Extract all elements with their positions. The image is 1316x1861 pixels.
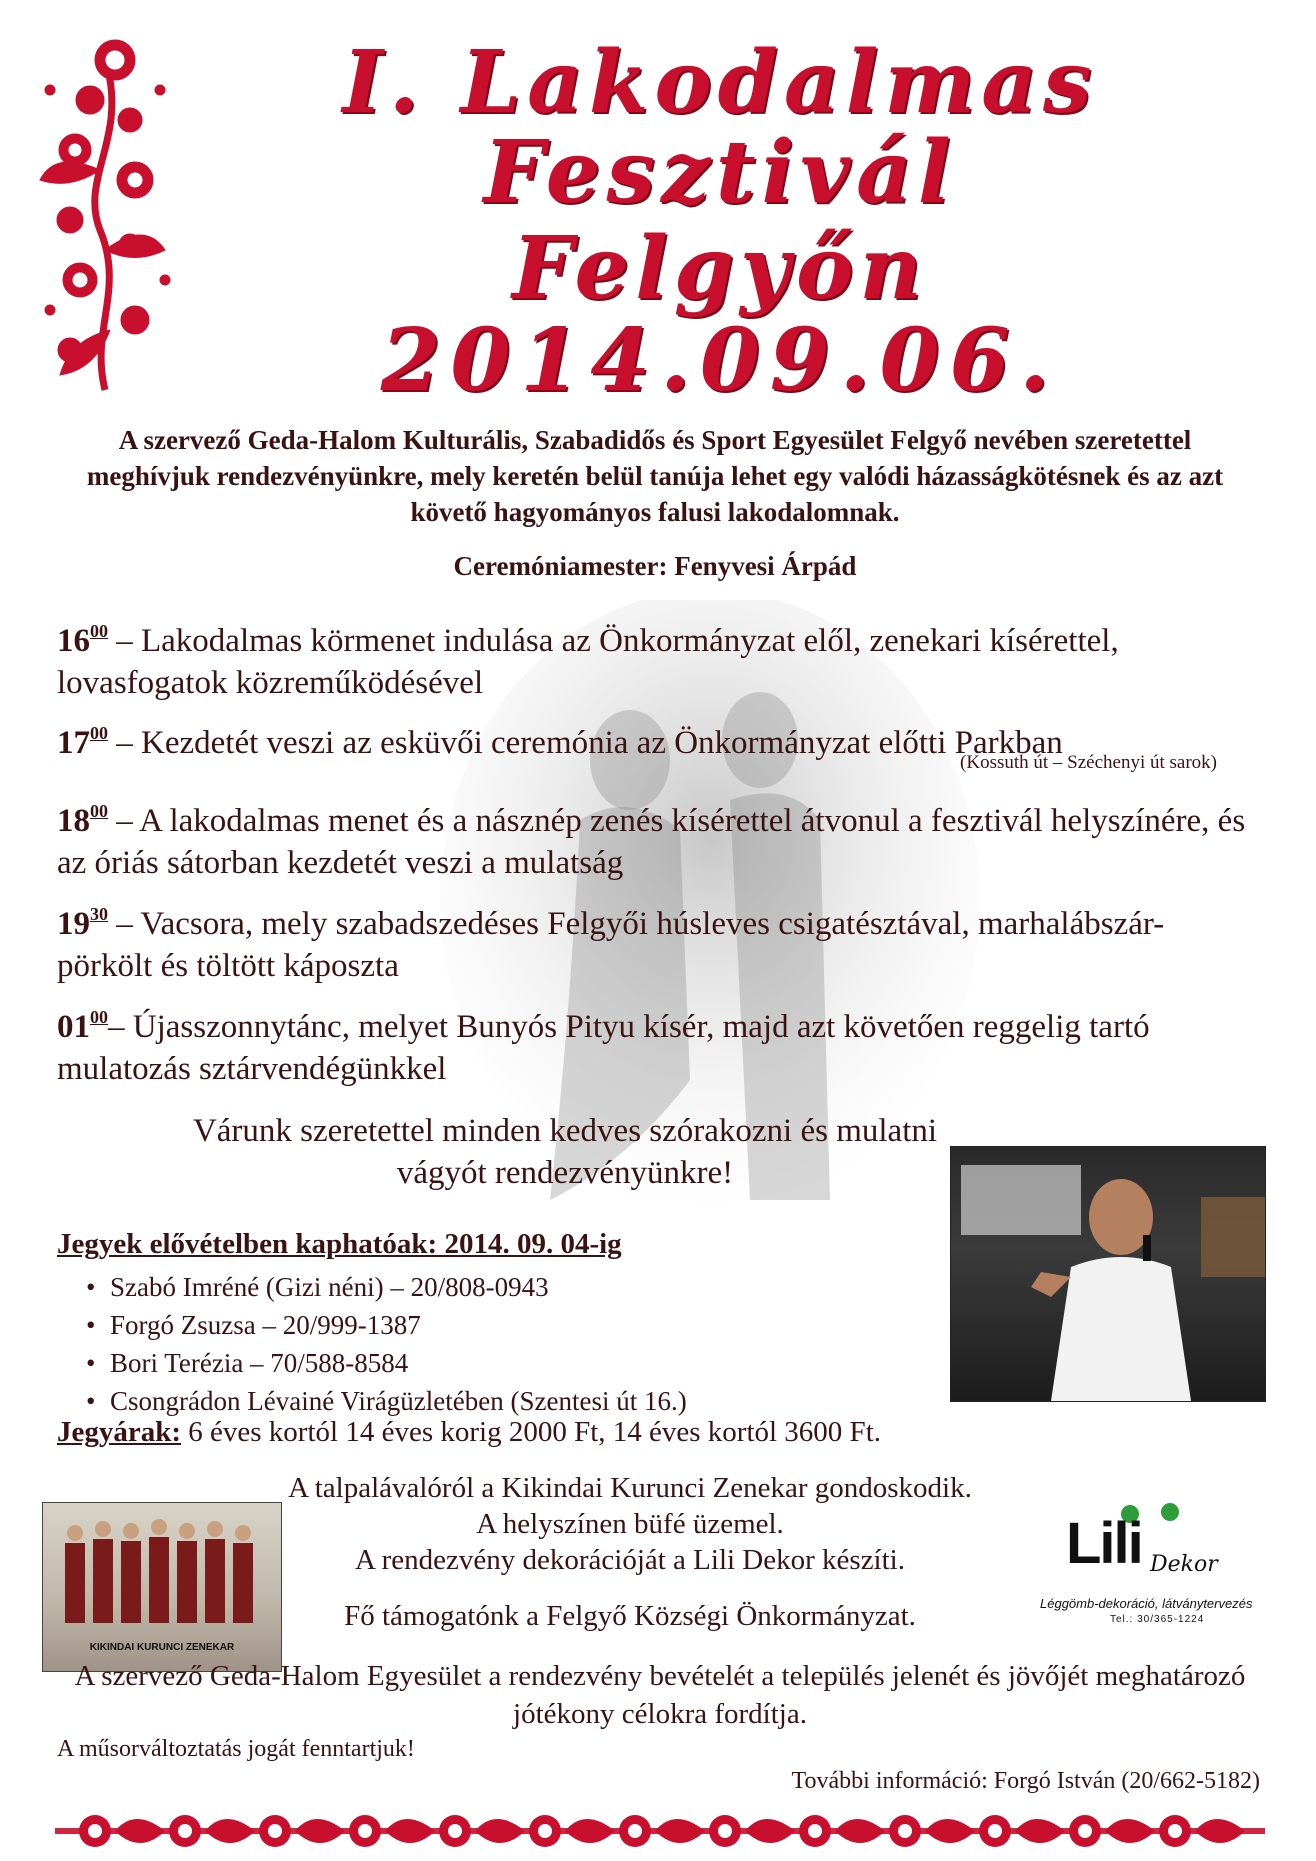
schedule-location-note: (Kossuth út – Széchenyi út sarok) [960, 752, 1217, 773]
info-line: A helyszínen büfé üzemel. [476, 1508, 784, 1540]
ticket-seller: • Szabó Imréné (Gizi néni) – 20/808-0943 [90, 1268, 687, 1306]
folk-ornament-bottom [55, 1806, 1265, 1858]
ticket-prices-text: 6 éves kortól 14 éves korig 2000 Ft, 14 éves kortól 3600 Ft. [181, 1416, 881, 1448]
band-photo-caption: KIKINDAI KURUNCI ZENEKAR [89, 1642, 235, 1653]
schedule-item-4: $19^{30}$ – Vacsora, mely szabadszedéses Felgyői húsleves csigatésztával, marhalábszár-pörkölt és töltött káposzta [57, 904, 1165, 984]
ticket-seller: • Forgó Zsuzsa – 20/999-1387 [90, 1306, 687, 1344]
ticket-prices-label: Jegyárak: [57, 1416, 182, 1448]
singer-photo [950, 1146, 1266, 1402]
schedule-item-1: $16^{00}$ – Lakodalmas körmenet indulása az Önkormányzat elől, zenekari kísérettel, lovasfogatok közreműködésével [57, 621, 1119, 701]
more-info-contact: További információ: Forgó István (20/662-5182) [791, 1768, 1260, 1794]
folk-ornament-left [30, 30, 180, 400]
main-sponsor: Fő támogatónk a Felgyő Községi Önkormányzat. [344, 1600, 916, 1632]
info-lines [200, 1470, 1060, 1578]
info-line: A talpalávalóról a Kikindai Kurunci Zenekar gondoskodik. [288, 1472, 972, 1504]
info-line: A rendezvény dekorációját a Lili Dekor készíti. [355, 1544, 905, 1576]
ceremony-master: Ceremóniamester: Fenyvesi Árpád [453, 551, 857, 581]
ticket-prices [57, 1416, 881, 1449]
rights-reserved: A műsorváltoztatás jogát fenntartjuk! [57, 1736, 415, 1762]
title-line-2: Fesztivál [483, 122, 957, 223]
schedule-item-5: $01^{00}-$ Újasszonnytánc, melyet Bunyós Pityu kísér, majd azt követően reggelig tartó mulatozás sztárvendégünkkel [57, 1007, 1150, 1087]
logo-tagline: Léggömb-dekoráció, látványtervezés [1040, 1596, 1253, 1611]
tickets-list [90, 1268, 687, 1420]
intro-paragraph: A szervező Geda-Halom Kulturális, Szabadidős és Sport Egyesület Felgyő nevében szeretettel meghívjuk rendezvényünkre, mely keretén belül tanúja lehet egy valódi házasságkötésnek és az azt követő hagyományos falusi lakodalomnak. [86, 425, 1224, 527]
singer-figure [951, 1147, 1265, 1401]
ticket-seller: • Bori Terézia – 70/588-8584 [90, 1344, 687, 1382]
schedule-item-3: $18^{00}$ – A lakodalmas menet és a násznép zenés kísérettel átvonul a fesztivál helyszínére, és az óriás sátorban kezdetét veszi a mulatság [57, 801, 1246, 881]
title-line-3: Felgyőn [512, 218, 928, 319]
title-line-1: I. Lakodalmas [342, 32, 1098, 133]
tickets-heading: Jegyek elővételben kaphatóak: 2014. 09. 04-ig [57, 1228, 622, 1260]
title-date: 2014.09.06. [380, 310, 1060, 411]
logo-dekor-text: Dekor [1150, 1552, 1218, 1577]
logo-lili-text: Lili [1066, 1511, 1142, 1576]
welcome-text: Várunk szeretettel minden kedves szórakozni és mulatni vágyót rendezvényünkre! [192, 1113, 938, 1191]
lili-dekor-logo [1040, 1510, 1270, 1625]
ticket-seller: • Csongrádon Lévainé Virágüzletében (Szentesi út 16.) [90, 1382, 687, 1420]
logo-phone: Tel.: 30/365-1224 [1110, 1614, 1205, 1625]
schedule-item-2: $17^{00}$ – Kezdetét veszi az esküvői ceremónia az Önkormányzat előtti Parkban (Kossuth út – Széchenyi út sarok) [57, 723, 1217, 773]
organizer-note: A szervező Geda-Halom Egyesület a rendezvény bevételét a település jelenét és jövőjét meghatározó jótékony célokra fordítja. [74, 1660, 1246, 1730]
